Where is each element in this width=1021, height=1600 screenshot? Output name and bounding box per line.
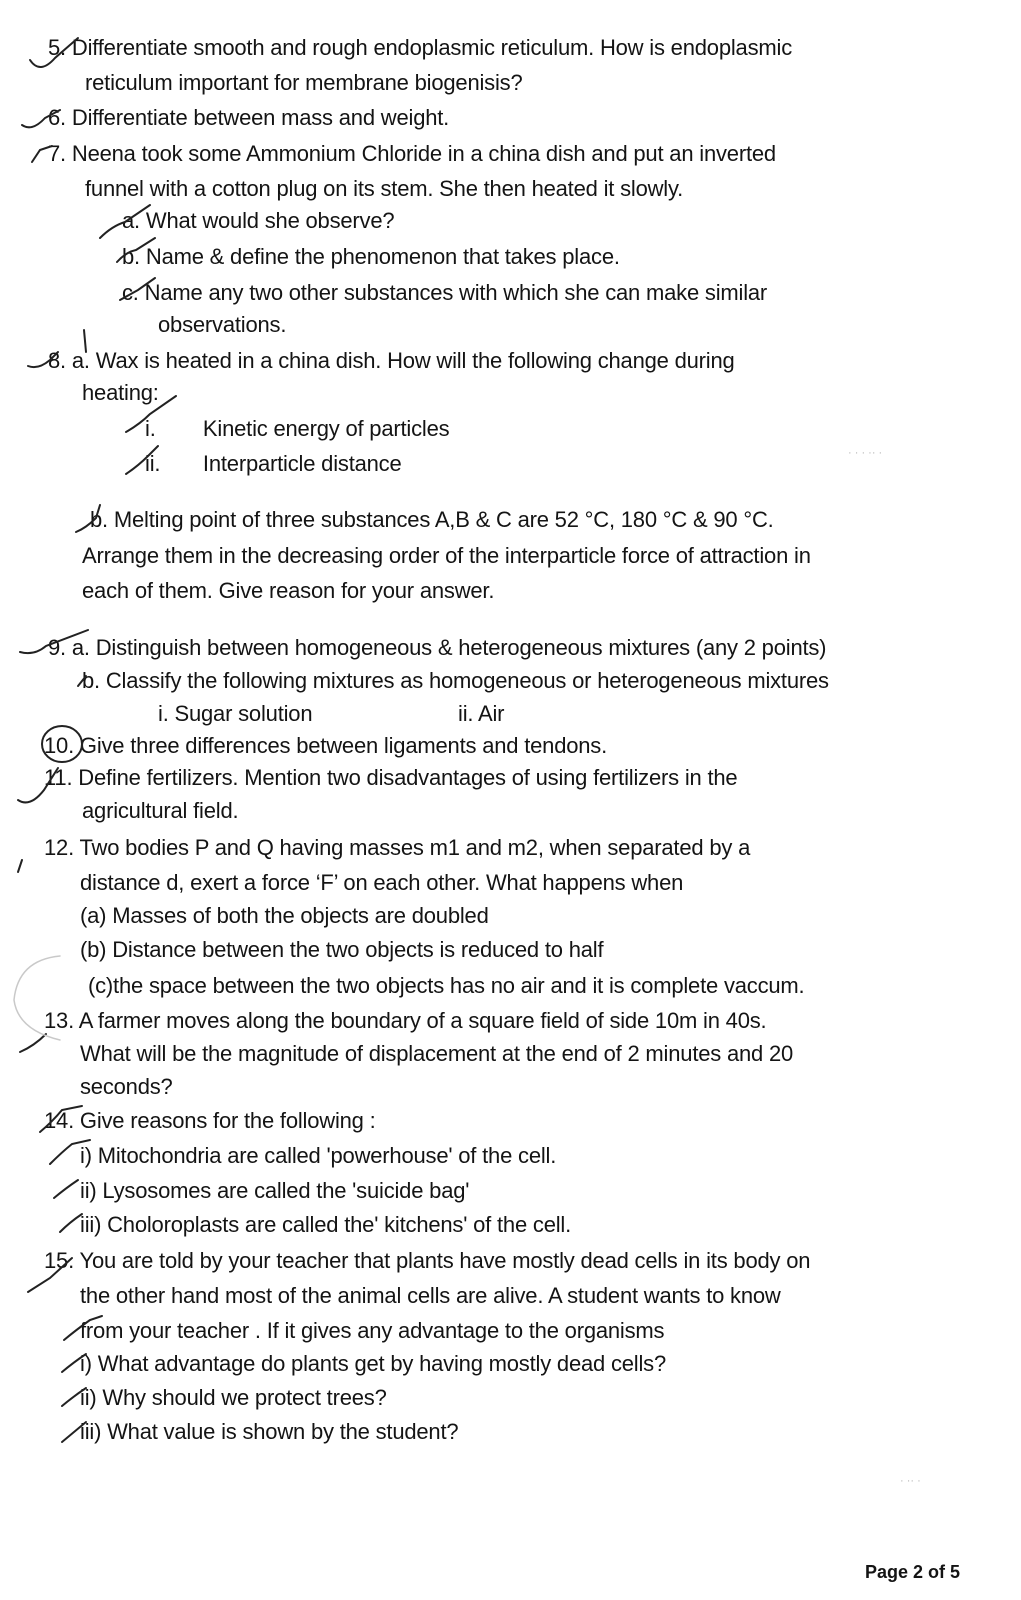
q8-part-ii — [145, 450, 402, 478]
q12-number: 12. — [44, 835, 74, 860]
q9-option-2: ii. Air — [458, 701, 505, 726]
q12-line-3: (a) Masses of both the objects are doubled — [80, 903, 489, 928]
q7-part-a — [122, 207, 394, 235]
q14-line-1 — [44, 1107, 376, 1135]
q11-line-2: agricultural field. — [82, 798, 239, 823]
q7-line-2: funnel with a cotton plug on its stem. She then heated it slowly. — [85, 176, 684, 201]
scan-noise: · ·· · — [900, 1475, 921, 1487]
q12-line-4: (b) Distance between the two objects is reduced to half — [80, 937, 604, 962]
q13-line-1 — [44, 1007, 766, 1035]
q7-part-b-text: Name & define the phenomenon that takes place. — [145, 244, 620, 269]
q8-b-line-2: Arrange them in the decreasing order of the interparticle force of attraction in — [82, 543, 811, 568]
q8-b-line-1: b. Melting point of three substances A,B & C are 52 °C, 180 °C & 90 °C. — [90, 507, 774, 532]
q8-text-1: a. Wax is heated in a china dish. How will the following change during — [71, 348, 735, 373]
q7-line-1 — [48, 140, 776, 168]
q14-line-3: ii) Lysosomes are called the 'suicide bag' — [80, 1178, 470, 1203]
q9-line-1 — [48, 634, 826, 662]
q14-text-1: Give reasons for the following : — [79, 1108, 376, 1133]
q7-part-c-text: Name any two other substances with which she can make similar — [144, 280, 768, 305]
q5-number: 5. — [48, 35, 66, 60]
q9-option-1: i. Sugar solution — [158, 701, 313, 726]
q12-line-2: distance d, exert a force ‘F’ on each other. What happens when — [80, 870, 684, 895]
q15-line-4: i) What advantage do plants get by having mostly dead cells? — [80, 1351, 667, 1376]
q7-part-b — [122, 243, 620, 271]
q10-number: 10. — [44, 733, 74, 758]
q8-part-i-text: Kinetic energy of particles — [202, 416, 450, 441]
q8-part-i-label: i. — [145, 416, 156, 441]
q6-text-1: Differentiate between mass and weight. — [71, 105, 450, 130]
tick-mark — [20, 1034, 46, 1052]
q12-text-1: Two bodies P and Q having masses m1 and m2, when separated by a — [79, 835, 751, 860]
q5-line-1 — [48, 34, 792, 62]
q12-line-1 — [44, 834, 750, 862]
q8-part-ii-label: ii. — [145, 451, 161, 476]
q7-part-a-text: What would she observe? — [145, 208, 395, 233]
q7-part-a-label: a. — [122, 208, 140, 233]
q7-part-c-label: c. — [122, 280, 139, 305]
q15-line-6: iii) What value is shown by the student? — [80, 1419, 459, 1444]
q10-text-1: Give three differences between ligaments and tendons. — [79, 733, 608, 758]
q9-line-2: b. Classify the following mixtures as homogeneous or heterogeneous mixtures — [82, 668, 829, 693]
q7-part-c — [122, 279, 767, 307]
q7-number: 7. — [48, 141, 66, 166]
q8-line-2: heating: — [82, 380, 159, 405]
q15-number: 15. — [44, 1248, 74, 1273]
q14-line-4: iii) Choloroplasts are called the' kitchens' of the cell. — [80, 1212, 572, 1237]
tick-mark — [18, 860, 22, 872]
q10-line-1 — [44, 732, 607, 760]
q9-text-1: a. Distinguish between homogeneous & heterogeneous mixtures (any 2 points) — [71, 635, 827, 660]
q15-line-2: the other hand most of the animal cells are alive. A student wants to know — [80, 1283, 781, 1308]
q15-line-3: from your teacher . If it gives any advantage to the organisms — [80, 1318, 665, 1343]
q13-line-3: seconds? — [80, 1074, 173, 1099]
scan-noise: · · · ·· · — [848, 447, 883, 459]
q15-line-1 — [44, 1247, 810, 1275]
q5-text-1: Differentiate smooth and rough endoplasmic reticulum. How is endoplasmic — [71, 35, 792, 60]
q13-line-2: What will be the magnitude of displacement at the end of 2 minutes and 20 — [80, 1041, 794, 1066]
q11-line-1 — [44, 764, 737, 792]
q5-line-2: reticulum important for membrane biogenisis? — [85, 70, 523, 95]
q14-number: 14. — [44, 1108, 74, 1133]
q11-number: 11. — [44, 765, 73, 790]
q8-part-i — [145, 415, 449, 443]
q6-line-1 — [48, 104, 449, 132]
q9-number: 9. — [48, 635, 66, 660]
q12-line-5: (c)the space between the two objects has no air and it is complete vaccum. — [88, 973, 805, 998]
q15-text-1: You are told by your teacher that plants have mostly dead cells in its body on — [79, 1248, 811, 1273]
q7-part-b-label: b. — [122, 244, 140, 269]
tick-mark — [54, 1180, 78, 1198]
page-number-footer: Page 2 of 5 — [865, 1562, 961, 1582]
q7-text-1: Neena took some Ammonium Chloride in a china dish and put an inverted — [71, 141, 776, 166]
q11-text-1: Define fertilizers. Mention two disadvantages of using fertilizers in the — [78, 765, 738, 790]
q8-number: 8. — [48, 348, 66, 373]
q13-text-1: A farmer moves along the boundary of a square field of side 10m in 40s. — [78, 1008, 767, 1033]
tick-mark — [60, 1214, 82, 1232]
q13-number: 13. — [44, 1008, 74, 1033]
q8-part-ii-text: Interparticle distance — [202, 451, 402, 476]
q14-line-2: i) Mitochondria are called 'powerhouse' of the cell. — [80, 1143, 557, 1168]
q7-part-c-line-2: observations. — [158, 312, 287, 337]
q6-number: 6. — [48, 105, 66, 130]
q8-line-1 — [48, 347, 735, 375]
q15-line-5: ii) Why should we protect trees? — [80, 1385, 387, 1410]
q8-b-line-3: each of them. Give reason for your answer. — [82, 578, 495, 603]
